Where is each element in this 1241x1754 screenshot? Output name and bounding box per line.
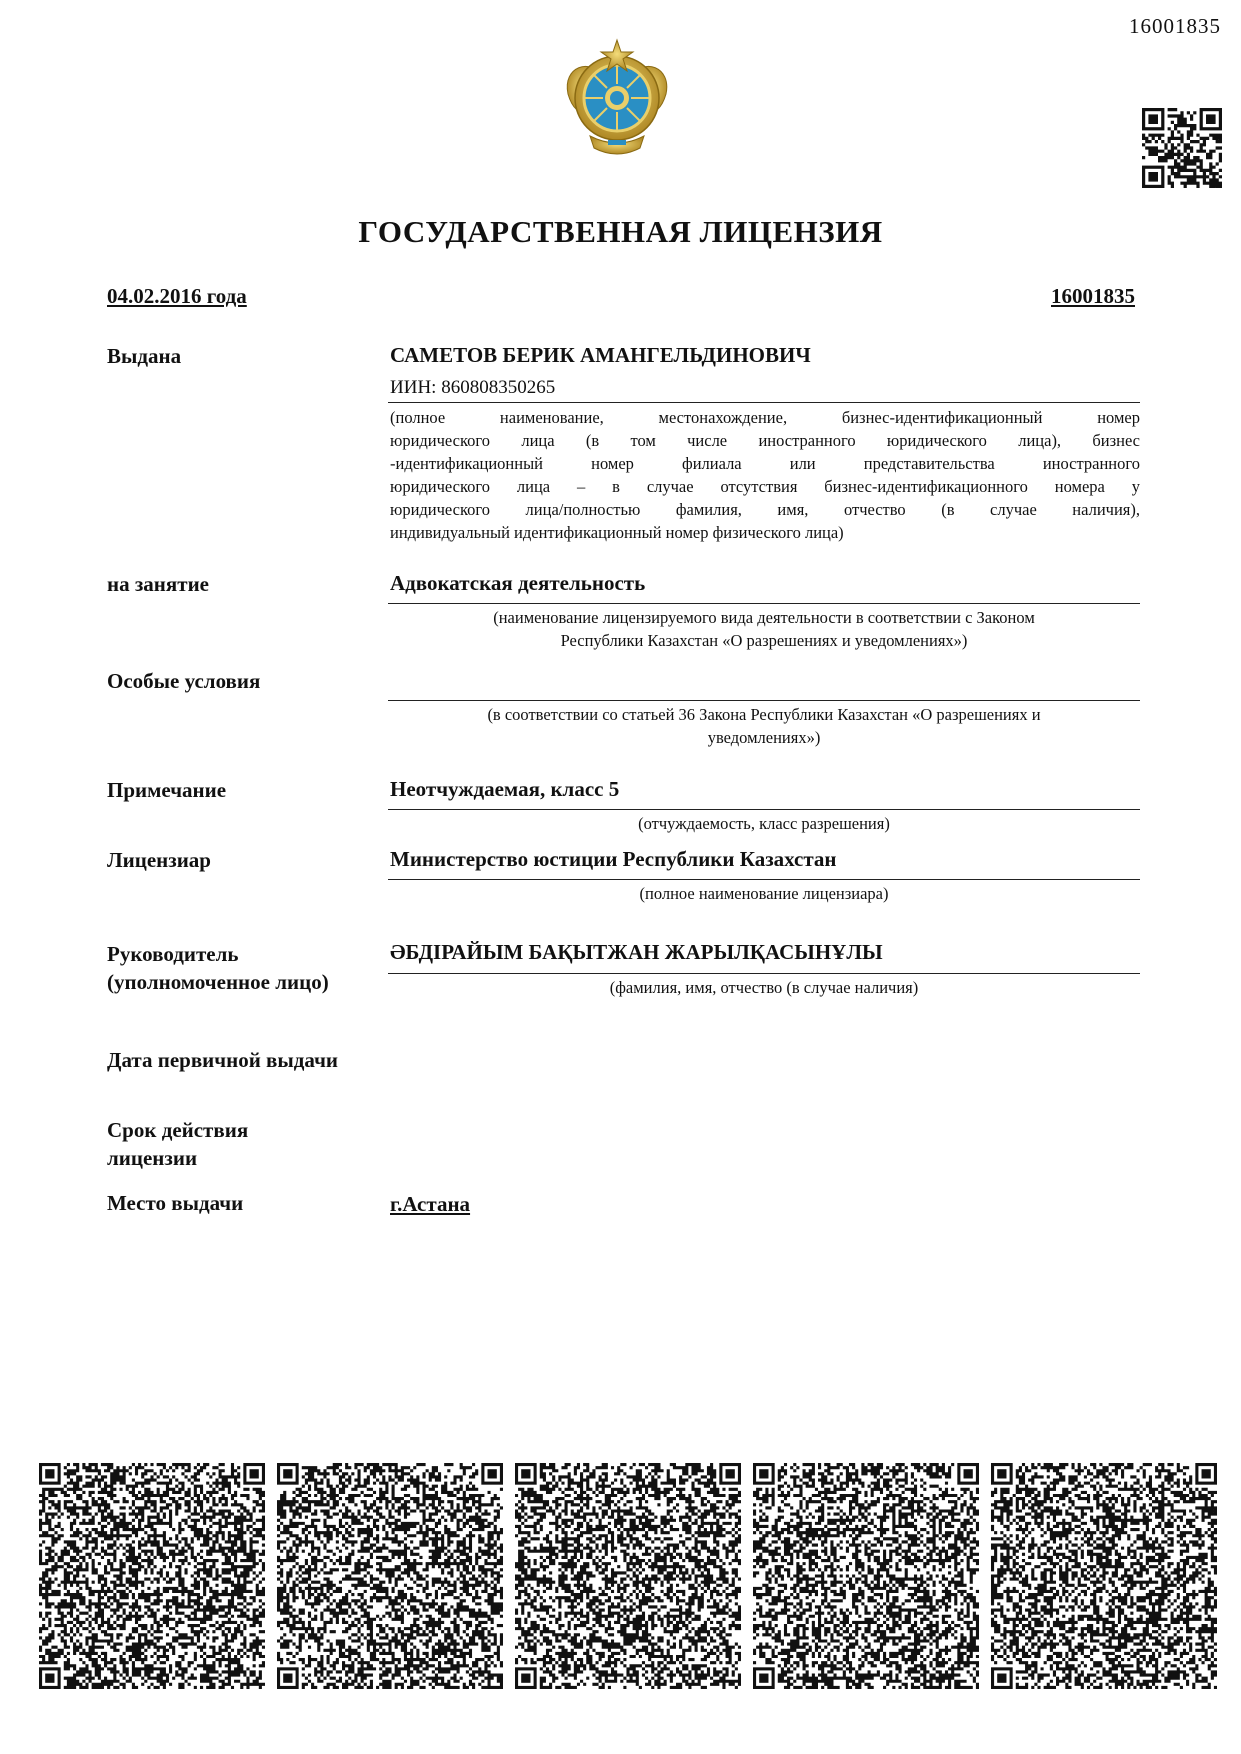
divider xyxy=(388,973,1140,974)
divider xyxy=(388,809,1140,810)
document-number-corner: 16001835 xyxy=(1129,14,1221,38)
place-value: г.Астана xyxy=(390,1192,471,1216)
validity-label xyxy=(107,1116,248,1172)
divider xyxy=(388,879,1140,880)
qr-code-icon xyxy=(1142,108,1222,188)
licensor-value: Министерство юстиции Республики Казахстан xyxy=(390,847,837,871)
issued-to-hint xyxy=(390,406,1140,544)
note-hint: (отчуждаемость, класс разрешения) xyxy=(638,814,890,833)
hint-line: (в соответствии со статьей 36 Закона Республики Казахстан «О разрешениях и xyxy=(487,705,1041,724)
licensee-name: САМЕТОВ БЕРИК АМАНГЕЛЬДИНОВИЧ xyxy=(390,343,811,367)
first-issue-date-label: Дата первичной выдачи xyxy=(107,1048,339,1072)
note-value: Неотчуждаемая, класс 5 xyxy=(390,777,620,801)
licensor-hint: (полное наименование лицензиара) xyxy=(639,884,889,903)
page-title: ГОСУДАРСТВЕННАЯ ЛИЦЕНЗИЯ xyxy=(358,214,883,249)
divider xyxy=(388,402,1140,403)
qr-code-icon xyxy=(39,1463,265,1689)
hint-line: юридического лица – в случае отсутствия бизнес-идентификационного номера у xyxy=(390,477,1140,496)
hint-line: Республики Казахстан «О разрешениях и уведомлениях») xyxy=(560,631,968,650)
qr-code-icon xyxy=(515,1463,741,1689)
qr-code-icon xyxy=(753,1463,979,1689)
special-conditions-hint xyxy=(388,703,1140,749)
qr-code-icon xyxy=(277,1463,503,1689)
hint-line: юридического лица/полностью фамилия, имя, отчество (в случае наличия), xyxy=(390,500,1140,519)
head-value: ӘБДІРАЙЫМ БАҚЫТЖАН ЖАРЫЛҚАСЫНҰЛЫ xyxy=(390,940,883,964)
head-label-line: Руководитель xyxy=(107,942,239,966)
validity-label-line: лицензии xyxy=(107,1146,198,1170)
license-date: 04.02.2016 года xyxy=(107,284,247,308)
qr-code-icon xyxy=(991,1463,1217,1689)
hint-line: (полное наименование, местонахождение, бизнес-идентификационный номер xyxy=(390,408,1140,427)
hint-line: -идентификационный номер филиала или представительства иностранного xyxy=(390,454,1140,473)
special-conditions-label: Особые условия xyxy=(107,669,261,693)
issued-to-label: Выдана xyxy=(107,344,182,368)
place-label: Место выдачи xyxy=(107,1191,244,1215)
activity-hint xyxy=(388,606,1140,652)
licensor-label: Лицензиар xyxy=(107,848,211,872)
head-label xyxy=(107,940,329,996)
state-emblem-icon xyxy=(552,36,682,166)
note-label: Примечание xyxy=(107,778,227,802)
head-hint: (фамилия, имя, отчество (в случае наличия) xyxy=(609,978,919,997)
validity-label-line: Срок действия xyxy=(107,1118,249,1142)
activity-value: Адвокатская деятельность xyxy=(390,571,646,595)
head-label-line: (уполномоченное лицо) xyxy=(107,970,329,994)
license-number: 16001835 xyxy=(1051,284,1135,308)
hint-line: индивидуальный идентификационный номер физического лица) xyxy=(390,523,844,542)
divider xyxy=(388,603,1140,604)
divider xyxy=(388,700,1140,701)
licensee-iin: ИИН: 860808350265 xyxy=(390,377,556,398)
hint-line: уведомлениях») xyxy=(707,728,821,747)
hint-line: юридического лица (в том числе иностранного юридического лица), бизнес xyxy=(390,431,1140,450)
hint-line: (наименование лицензируемого вида деятельности в соответствии с Законом xyxy=(493,608,1035,627)
activity-label: на занятие xyxy=(107,572,209,596)
